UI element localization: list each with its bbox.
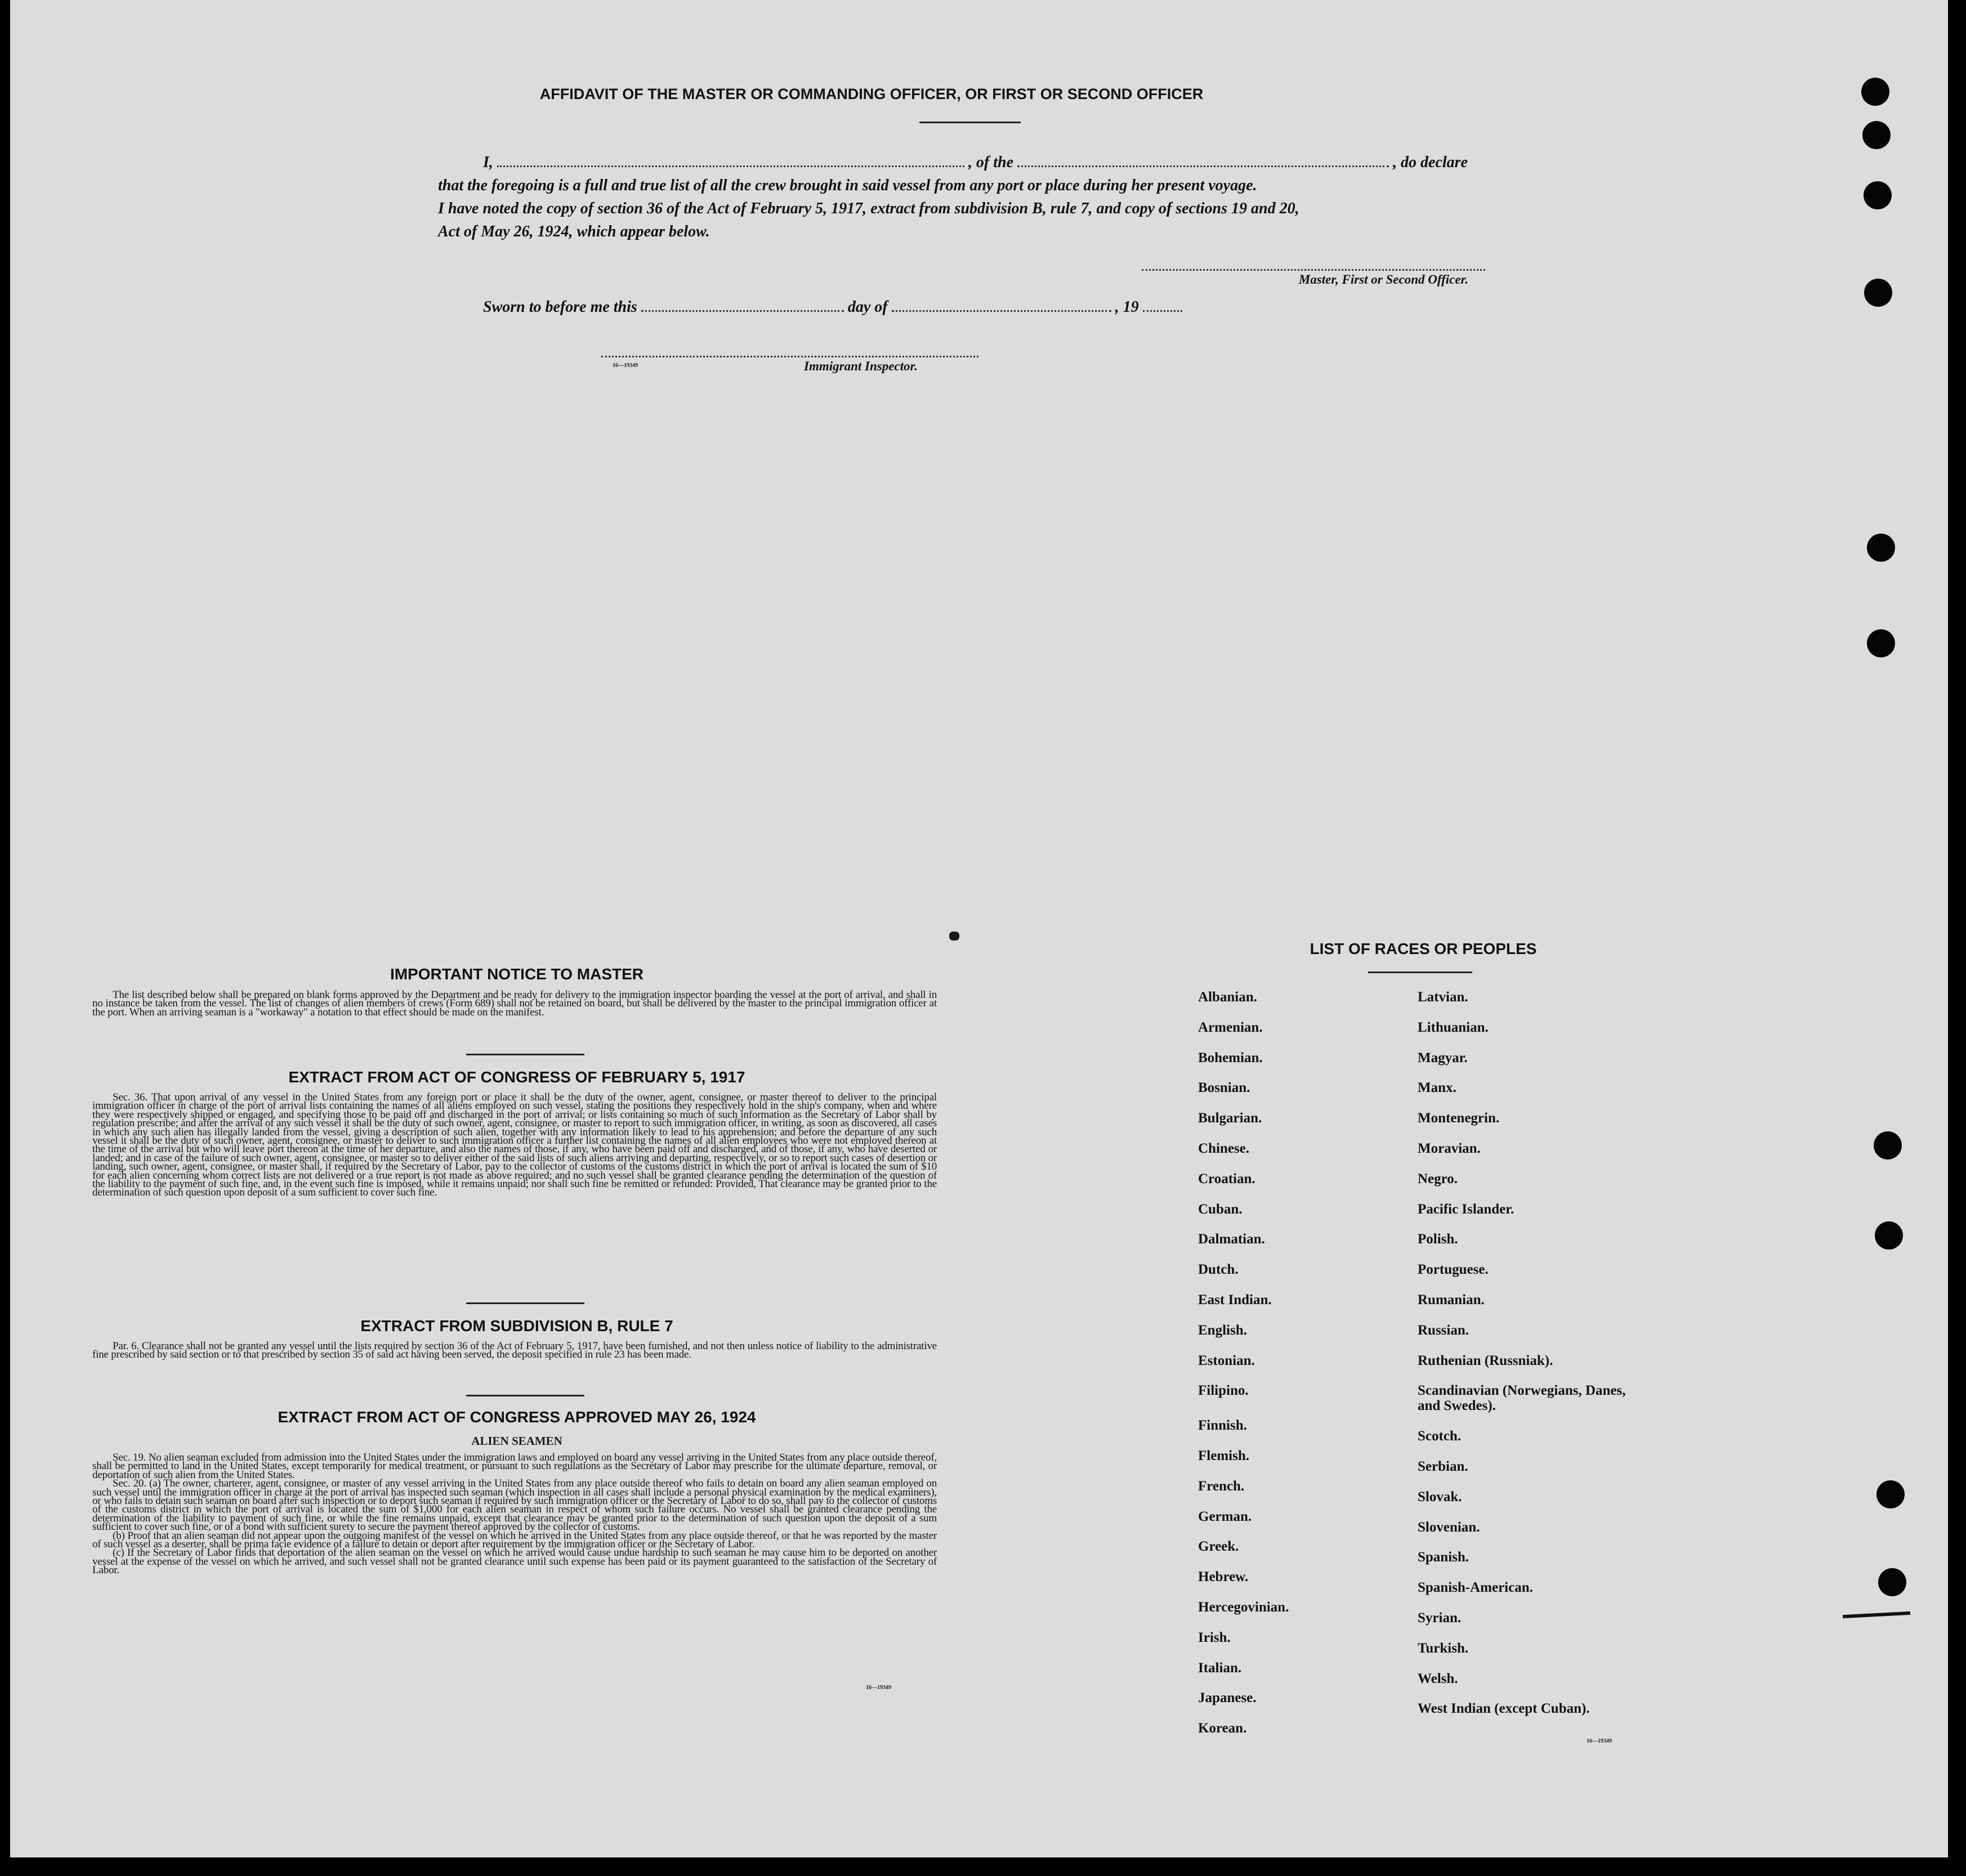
of-the-label: , of the: [968, 154, 1014, 171]
race-item: Rumanian.: [1418, 1292, 1485, 1308]
form-number: 16—19349: [613, 362, 638, 369]
race-item: Moravian.: [1418, 1141, 1481, 1156]
punch-hole: [1867, 629, 1895, 657]
sworn-year-field[interactable]: [1143, 310, 1182, 312]
divider: [919, 122, 1021, 123]
form-number: 16—19349: [866, 1685, 891, 1691]
form-sheet: [10, 0, 1948, 1857]
inspector-signature-line[interactable]: [601, 356, 978, 357]
extract-1917-text: [92, 1093, 937, 1197]
affidavit-declaration: [438, 151, 1519, 243]
sworn-line: [483, 298, 1182, 316]
race-item: Scandinavian (Norwegians, Danes, and Swedes).: [1418, 1383, 1626, 1414]
declarant-prefix: I,: [483, 154, 493, 171]
punch-hole: [1862, 121, 1891, 149]
divider: [466, 1054, 584, 1055]
race-item: Montenegrin.: [1418, 1111, 1500, 1126]
sworn-label: Sworn to before me this: [483, 298, 637, 316]
race-item: Spanish-American.: [1418, 1580, 1533, 1596]
alien-seamen-subheading: ALIEN SEAMEN: [471, 1434, 562, 1448]
notice-heading: IMPORTANT NOTICE TO MASTER: [390, 965, 644, 983]
race-item: Greek.: [1198, 1539, 1239, 1555]
race-item: Chinese.: [1198, 1141, 1249, 1156]
race-item: Irish.: [1198, 1629, 1231, 1645]
extract-rule7-heading: EXTRACT FROM SUBDIVISION B, RULE 7: [360, 1317, 673, 1335]
race-item: Scotch.: [1418, 1429, 1462, 1444]
day-of-label: day of: [847, 298, 888, 316]
punch-hole: [1861, 78, 1889, 106]
race-item: Italian.: [1198, 1660, 1242, 1676]
race-item: German.: [1198, 1508, 1252, 1524]
race-item: Dalmatian.: [1198, 1232, 1265, 1247]
notice-paragraph: The list described below shall be prepared on blank forms approved by the Department and be ready for delivery to the immigration inspector boarding the vessel at the port of arrival, and shall in no instance be taken from the vessel. The list of changes of alien members of crews (Form 689) shall not be retained on board, but shall be delivered by the master to the principal immigration officer at the port. When an arriving seaman is a "workaway" a notation to that effect should be made on the manifest.: [92, 989, 937, 1018]
race-item: Turkish.: [1418, 1640, 1469, 1656]
sworn-day-field[interactable]: [641, 310, 844, 312]
race-item: Hebrew.: [1198, 1569, 1249, 1585]
race-item: Bulgarian.: [1198, 1111, 1262, 1126]
race-item: Cuban.: [1198, 1201, 1243, 1217]
race-item: Welsh.: [1418, 1671, 1458, 1686]
race-item: Finnish.: [1198, 1418, 1247, 1434]
section-36-paragraph: Sec. 36. That upon arrival of any vessel in the United States from any foreign port or place it shall be the duty of the owner, agent, consignee, or master thereof to deliver to the principal immigration officer in charge of the port of arrival lists containing the names of all aliens employed on such vessel, stating the positions they respectively hold in the ship's company, when and where they were respectively shipped or engaged, and specifying those to be paid off and discharged in the port of arrival; or lists containing so much of such information as the Secretary of Labor shall by regulation prescribe; and after the arrival of any such vessel it shall be the duty of such owner, agent, consignee, or master to report to such immigration officer, in writing, as soon as discovered, all cases in which any such alien has illegally landed from the vessel, giving a description of such alien, together with any information likely to lead to his apprehension; and before the departure of any such vessel it shall be the duty of such owner, agent, consignee, or master to deliver to such immigration officer a further list containing the names of all alien employees who were not employed thereon at the time of the arrival but who will leave port thereon at the time of her departure, and also the names of those, if any, who have been paid off and discharged, and of those, if any, who have deserted or landed; and in case of the failure of such owner, agent, consignee, or master so to deliver either of the said lists of such aliens arriving and departing, respectively, or so to report such cases of desertion or landing, such owner, agent, consignee, or master shall, if required by the Secretary of Labor, pay to the collector of customs of the customs district in which the port of arrival is located the sum of $10 for each alien concerning whom correct lists are not delivered or a true report is not made as above required; and no such vessel shall be granted clearance pending the determination of the question of the liability to the payment of such fine, and, in the event such fine is imposed, while it remains unpaid; nor shall such fine be remitted or refunded: Provided, That clearance may be granted prior to the determination of such question upon deposit of a sum sufficient to cover such fine.: [92, 1091, 937, 1199]
race-item: Albanian.: [1198, 990, 1257, 1005]
punch-hole: [1864, 279, 1892, 307]
punch-hole: [1867, 534, 1895, 562]
race-item: French.: [1198, 1478, 1245, 1494]
race-item: Ruthenian (Russniak).: [1418, 1353, 1553, 1368]
affidavit-line: I have noted the copy of section 36 of the Act of February 5, 1917, extract from subdivision B, rule 7, and copy of sections 19 and 20,: [438, 200, 1299, 217]
punch-hole: [1878, 1568, 1906, 1596]
divider: [466, 1302, 584, 1304]
extract-1924-heading: EXTRACT FROM ACT OF CONGRESS APPROVED MAY 26, 1924: [278, 1408, 756, 1426]
race-item: West Indian (except Cuban).: [1418, 1701, 1590, 1717]
year-label: , 19: [1115, 298, 1139, 316]
race-item: Slovak.: [1418, 1489, 1462, 1505]
race-item: Hercegovinian.: [1198, 1600, 1289, 1615]
divider: [1368, 971, 1472, 973]
sec-19-paragraph: Sec. 19. No alien seaman excluded from admission into the United States under the immigration laws and employed on board any vessel arriving in the United States from any place outside thereof, shall be permitted to land in the United States, except temporarily for medical treatment, or pursuant to such regulations as the Secretary of Labor may prescribe for the ultimate departure, removal, or deportation of such alien from the United States.: [92, 1452, 937, 1481]
race-item: Filipino.: [1198, 1383, 1249, 1399]
race-item: English.: [1198, 1322, 1247, 1338]
race-item: Japanese.: [1198, 1690, 1257, 1706]
race-item: Croatian.: [1198, 1171, 1255, 1187]
race-item: Slovenian.: [1418, 1519, 1480, 1535]
race-item: Armenian.: [1198, 1019, 1263, 1035]
race-item: Syrian.: [1418, 1610, 1462, 1626]
race-item: Serbian.: [1418, 1459, 1468, 1474]
extract-rule7-text: [92, 1342, 937, 1359]
race-item: Bosnian.: [1198, 1080, 1250, 1096]
affidavit-line: Act of May 26, 1924, which appear below.: [438, 223, 710, 240]
sec-20c-paragraph: (c) If the Secretary of Labor finds that deportation of the alien seaman on the vessel on which he arrived would cause undue hardship to such seaman he may cause him to be deported on another vessel at the expense of the vessel on which he arrived, and such vessel shall not be granted clearance until such expense has been paid or its payment guaranteed to the satisfaction of the Secretary of Labor.: [92, 1547, 937, 1577]
races-heading: LIST OF RACES OR PEOPLES: [1310, 940, 1537, 957]
race-item: Flemish.: [1198, 1448, 1249, 1463]
vessel-name-field[interactable]: [1017, 165, 1389, 167]
punch-hole: [1875, 1221, 1903, 1250]
race-item: Russian.: [1418, 1322, 1469, 1338]
inspector-label: Immigrant Inspector.: [804, 359, 918, 373]
race-item: Polish.: [1418, 1232, 1458, 1247]
race-item: Bohemian.: [1198, 1050, 1263, 1065]
sworn-month-field[interactable]: [892, 310, 1111, 312]
punch-hole: [1876, 1480, 1905, 1508]
race-item: Lithuanian.: [1418, 1019, 1489, 1035]
race-item: Magyar.: [1418, 1050, 1468, 1065]
punch-hole: [1864, 181, 1892, 209]
master-signature-label: Master, First or Second Officer.: [1298, 272, 1468, 286]
extract-1917-heading: EXTRACT FROM ACT OF CONGRESS OF FEBRUARY 5, 1917: [288, 1068, 745, 1086]
race-item: Negro.: [1418, 1171, 1458, 1187]
scan-mark: [1843, 1611, 1910, 1618]
affidavit-line: that the foregoing is a full and true list of all the crew brought in said vessel from any port or place during her present voyage.: [438, 177, 1257, 194]
race-item: Manx.: [1418, 1080, 1456, 1096]
par-6-paragraph: Par. 6. Clearance shall not be granted any vessel until the lists required by section 36 of the Act of February 5, 1917, have been furnished, and not then unless notice of liability to the administrative fine prescribed by said section or to that prescribed by section 35 of said act having been served, the deposit specified in rule 23 has been made.: [92, 1340, 937, 1361]
race-item: Spanish.: [1418, 1550, 1469, 1565]
race-item: Korean.: [1198, 1721, 1247, 1736]
sec-20a-paragraph: Sec. 20. (a) The owner, charterer, agent, consignee, or master of any vessel arriving in the United States from any place outside thereof who fails to detain on board any alien seaman employed on such vessel until the immigration officer in charge at the port of arrival has inspected such seaman (which inspection in all cases shall include a personal physical examination by the medical examiners), or who fails to detain such seaman on board after such inspection or to deport such seaman if required by such immigration officer or the Secretary of Labor to do so, shall pay to the collector of customs of the customs district in which the port of arrival is located the sum of $1,000 for each alien seaman in respect of whom such failure occurs. No vessel shall be granted clearance pending the determination of the liability to payment of such fine, or while the fine remains unpaid, except that clearance may be granted prior to the determination of such question upon the deposit of a sum sufficient to cover such fine, or of a bond with sufficient surety to secure the payment thereof approved by the collector of customs.: [92, 1477, 937, 1533]
declarant-name-field[interactable]: [497, 165, 964, 167]
race-item: Estonian.: [1198, 1353, 1255, 1368]
scan-speck: [949, 932, 959, 941]
form-number: 16—19349: [1587, 1738, 1612, 1744]
divider: [466, 1395, 584, 1396]
affidavit-heading: AFFIDAVIT OF THE MASTER OR COMMANDING OFFICER, OR FIRST OR SECOND OFFICER: [539, 86, 1204, 102]
race-item: Pacific Islander.: [1418, 1201, 1514, 1217]
extract-1924-text: [92, 1453, 937, 1575]
sec-20b-paragraph: (b) Proof that an alien seaman did not appear upon the outgoing manifest of the vessel on which he arrived in the United States from any place outside thereof, or that he was reported by the master of such vessel as a deserter, shall be prima facie evidence of a failure to detain or deport after requirement by the immigration officer or the Secretary of Labor.: [92, 1529, 937, 1551]
race-item: Portuguese.: [1418, 1262, 1489, 1278]
do-declare-label: , do declare: [1393, 154, 1468, 171]
race-item: East Indian.: [1198, 1292, 1272, 1308]
notice-text: [92, 991, 937, 1017]
race-item: Latvian.: [1418, 990, 1468, 1005]
race-item: Dutch.: [1198, 1262, 1239, 1278]
master-signature-line[interactable]: [1142, 269, 1485, 271]
punch-hole: [1874, 1131, 1902, 1159]
